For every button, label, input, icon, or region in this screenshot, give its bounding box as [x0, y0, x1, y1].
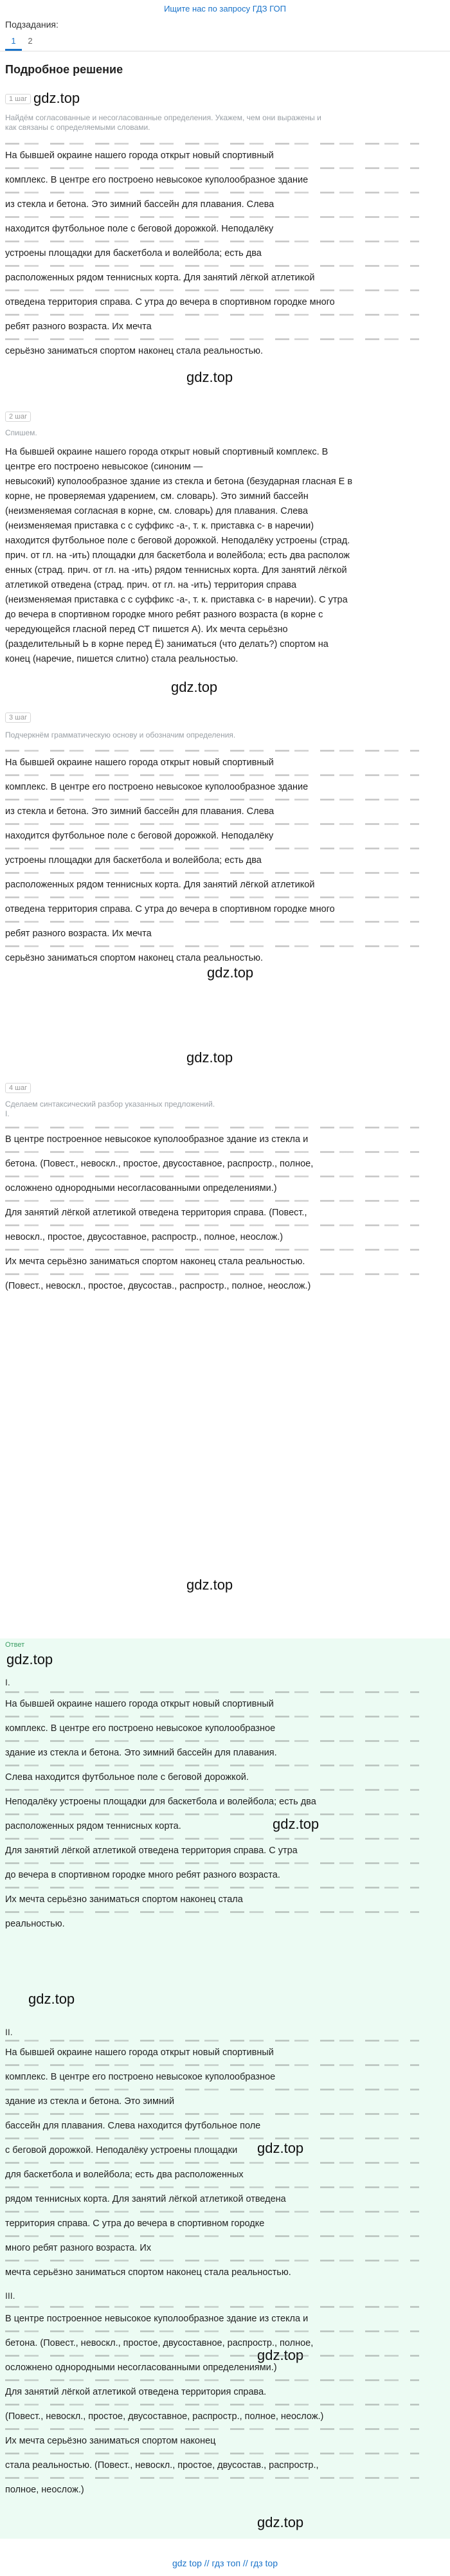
answer-part-2 — [5, 2035, 445, 2279]
text-line: В центре построенное невысокое куполообразное здание из стекла и — [5, 1121, 445, 1146]
step-2-label: 2 шаг — [5, 412, 31, 422]
step-2-note: Спишем. — [5, 428, 37, 437]
text-line: из стекла и бетона. Это зимний бассейн для плавания. Слева — [5, 186, 445, 211]
watermark: gdz.top — [186, 369, 233, 385]
subtask-tabs — [5, 33, 39, 51]
watermark: gdz.top — [6, 1651, 53, 1667]
text-line: ребят разного возраста. Их мечта — [5, 309, 445, 333]
text-line: здание из стекла и бетона. Это зимний — [5, 2083, 445, 2108]
text-line: комплекс. В центре его построено невысокое куполообразное — [5, 2059, 445, 2083]
watermark: gdz.top — [257, 2347, 304, 2363]
text-line: рядом теннисных корта. Для занятий лёгкой атлетикой отведена — [5, 2181, 445, 2206]
text-line: невысокий) куполообразное здание из стекла и бетона (безударная гласная Е в — [5, 476, 353, 487]
step-4-analysis — [5, 1121, 445, 1293]
watermark: gdz.top — [273, 1816, 320, 1832]
text-line: отведена территория справа. С утра до вечера в спортивном городке много — [5, 891, 445, 916]
text-line: находится футбольное поле с беговой дорожкой. Неподалёку устроены (страд. — [5, 536, 350, 546]
text-line: расположенных рядом теннисных корта. Для занятий лёгкой атлетикой — [5, 867, 445, 891]
text-line: Их мечта серьёзно заниматься спортом наконец стала реальностью. — [5, 1244, 445, 1268]
text-line: Для занятий лёгкой атлетикой отведена территория справа. — [5, 2374, 445, 2399]
note-line: Найдём согласованные и несогласованные определения. Укажем, чем они выражены и — [5, 113, 321, 122]
text-line: находится футбольное поле с беговой дорожкой. Неподалёку — [5, 211, 445, 235]
text-line: устроены площадки для баскетбола и волейбола; есть два — [5, 235, 445, 260]
text-line: (неизменяемая приставка с с суффикс -а-, т. к. приставка с- в наречии). С утра — [5, 595, 348, 605]
text-line: комплекс. В центре его построено невысокое куполообразное здание — [5, 162, 445, 186]
text-line: комплекс. В центре его построено невысокое куполообразное здание — [5, 769, 445, 794]
text-line: В центре построенное невысокое куполообразное здание из стекла и — [5, 2301, 445, 2325]
step-1-marked-text — [5, 138, 445, 358]
step-4-label: 4 шаг — [5, 1083, 31, 1093]
text-line: бетона. (Повест., невоскл., простое, двусоставное, распростр., полное, — [5, 2325, 445, 2350]
text-line: Для занятий лёгкой атлетикой отведена территория справа. (Повест., — [5, 1195, 445, 1219]
roman-numeral: I. — [5, 1677, 10, 1687]
text-line: ребят разного возраста. Их мечта — [5, 916, 445, 940]
text-line: бассейн для плавания. Слева находится футбольное поле — [5, 2108, 445, 2132]
text-line: центре его построено невысокое (синоним — — [5, 462, 203, 472]
roman-numeral: II. — [5, 2027, 13, 2037]
roman-numeral: I. — [5, 1109, 10, 1118]
text-line: На бывшей окраине нашего города открыт новый спортивный — [5, 138, 445, 162]
watermark: gdz.top — [257, 2514, 304, 2530]
text-line: реальностью. — [5, 1906, 445, 1930]
text-line: осложнено однородными несогласованными определениями.) — [5, 1170, 445, 1195]
answer-part-1 — [5, 1686, 445, 1930]
text-line: Их мечта серьёзно заниматься спортом наконец стала — [5, 1882, 445, 1906]
text-line: конец (наречие, пишется слитно) стала реальностью. — [5, 654, 239, 664]
step-3-marked-text — [5, 745, 445, 965]
subtasks-label: Подзадания: — [5, 19, 59, 30]
text-line: расположенных рядом теннисных корта. — [5, 1808, 445, 1833]
text-line: (разделительный Ь в корне перед Ё) заниматься (что делать?) спортом на — [5, 639, 328, 649]
text-line: корне, не проверяемая ударением, см. словарь). Это зимний бассейн — [5, 491, 309, 502]
text-line: расположенных рядом теннисных корта. Для занятий лёгкой атлетикой — [5, 260, 445, 284]
text-line: здание из стекла и бетона. Это зимний бассейн для плавания. — [5, 1735, 445, 1759]
step-3-note: Подчеркнём грамматическую основу и обозначим определения. — [5, 730, 236, 739]
text-line: серьёзно заниматься спортом наконец стала реальностью. — [5, 333, 445, 358]
text-line: чередующейся гласной перед СТ пишется А). Их мечта серьёзно — [5, 624, 288, 635]
text-line: серьёзно заниматься спортом наконец стала реальностью. — [5, 940, 445, 965]
text-line: много ребят разного возраста. Их — [5, 2230, 445, 2254]
step-3-label: 3 шаг — [5, 712, 31, 723]
watermark: gdz.top — [171, 679, 218, 695]
text-line: стала реальностью. (Повест., невоскл., простое, двусостав., распростр., — [5, 2447, 445, 2472]
text-line: (неизменяемая согласная в корне, см. словарь) для плавания. Слева — [5, 506, 308, 516]
watermark: gdz.top — [28, 1991, 75, 2007]
text-line: Неподалёку устроены площадки для баскетбола и волейбола; есть два — [5, 1784, 445, 1808]
text-line: (неизменяемая приставка с с суффикс -а-, т. к. приставка с- в наречии) — [5, 521, 314, 531]
text-line: до вечера в спортивном городке много ребят разного возраста. — [5, 1857, 445, 1882]
text-line: устроены площадки для баскетбола и волейбола; есть два — [5, 842, 445, 867]
text-line: На бывшей окраине нашего города открыт новый спортивный — [5, 1686, 445, 1710]
watermark: gdz.top — [186, 1049, 233, 1066]
text-line: находится футбольное поле с беговой дорожкой. Неподалёку — [5, 818, 445, 842]
step-2-plain-text — [5, 445, 445, 667]
text-line: до вечера в спортивном городке много ребят разного возраста (в корне с — [5, 610, 323, 620]
text-line: атлетикой отведена (страд. прич. от гл. на -ить) территория справа — [5, 580, 297, 590]
text-line: комплекс. В центре его построено невысокое куполообразное — [5, 1710, 445, 1735]
roman-numeral: III. — [5, 2290, 15, 2301]
tab-2[interactable]: 2 — [28, 36, 33, 46]
text-line: невоскл., простое, двусоставное, распростр., полное, неослож.) — [5, 1219, 445, 1244]
top-search-hint[interactable]: Ищите нас по запросу ГДЗ ГОП — [164, 4, 286, 14]
text-line: енных (страд. прич. от гл. на -ить) рядом теннисных корта. Для занятий лёгкой — [5, 565, 347, 576]
text-line: отведена территория справа. С утра до вечера в спортивном городке много — [5, 284, 445, 309]
text-line: территория справа. С утра до вечера в спортивном городке — [5, 2206, 445, 2230]
note-line: Сделаем синтаксический разбор указанных предложений. — [5, 1100, 215, 1109]
text-line: полное, неослож.) — [5, 2472, 445, 2496]
text-line: (Повест., невоскл., простое, двусостав., распростр., полное, неослож.) — [5, 1268, 445, 1293]
text-line: мечта серьёзно заниматься спортом наконец стала реальностью. — [5, 2254, 445, 2279]
text-line: прич. от гл. на -ить) площадки для баскетбола и волейбола; есть два располож — [5, 550, 350, 561]
watermark: gdz.top — [33, 90, 80, 106]
text-line: Для занятий лёгкой атлетикой отведена территория справа. С утра — [5, 1833, 445, 1857]
text-line: На бывшей окраине нашего города открыт новый спортивный — [5, 2035, 445, 2059]
answer-label: Ответ — [5, 1641, 25, 1649]
step-1-label: 1 шаг — [5, 94, 31, 104]
text-line: Слева находится футбольное поле с беговой дорожкой. — [5, 1759, 445, 1784]
watermark: gdz.top — [257, 2140, 304, 2156]
text-line: (Повест., невоскл., простое, двусоставное, распростр., полное, неослож.) — [5, 2399, 445, 2423]
text-line: осложнено однородными несогласованными определениями.) — [5, 2350, 445, 2374]
step-1-note — [5, 113, 442, 132]
step-4-note — [5, 1100, 442, 1119]
section-title: Подробное решение — [5, 63, 123, 76]
answer-part-3 — [5, 2301, 445, 2496]
text-line: из стекла и бетона. Это зимний бассейн для плавания. Слева — [5, 794, 445, 818]
footer-links[interactable]: gdz top // гдз топ // гдз top — [172, 2558, 278, 2568]
tab-1[interactable]: 1 — [5, 33, 22, 51]
text-line: для баскетбола и волейбола; есть два расположенных — [5, 2157, 445, 2181]
text-line: На бывшей окраине нашего города открыт новый спортивный комплекс. В — [5, 447, 328, 457]
note-line: как связаны с определяемыми словами. — [5, 123, 150, 132]
watermark: gdz.top — [186, 1577, 233, 1593]
text-line: На бывшей окраине нашего города открыт новый спортивный — [5, 745, 445, 769]
watermark: gdz.top — [207, 965, 254, 981]
text-line: бетона. (Повест., невоскл., простое, двусоставное, распростр., полное, — [5, 1146, 445, 1170]
text-line: Их мечта серьёзно заниматься спортом наконец — [5, 2423, 445, 2447]
text-line: с беговой дорожкой. Неподалёку устроены площадки — [5, 2132, 445, 2157]
